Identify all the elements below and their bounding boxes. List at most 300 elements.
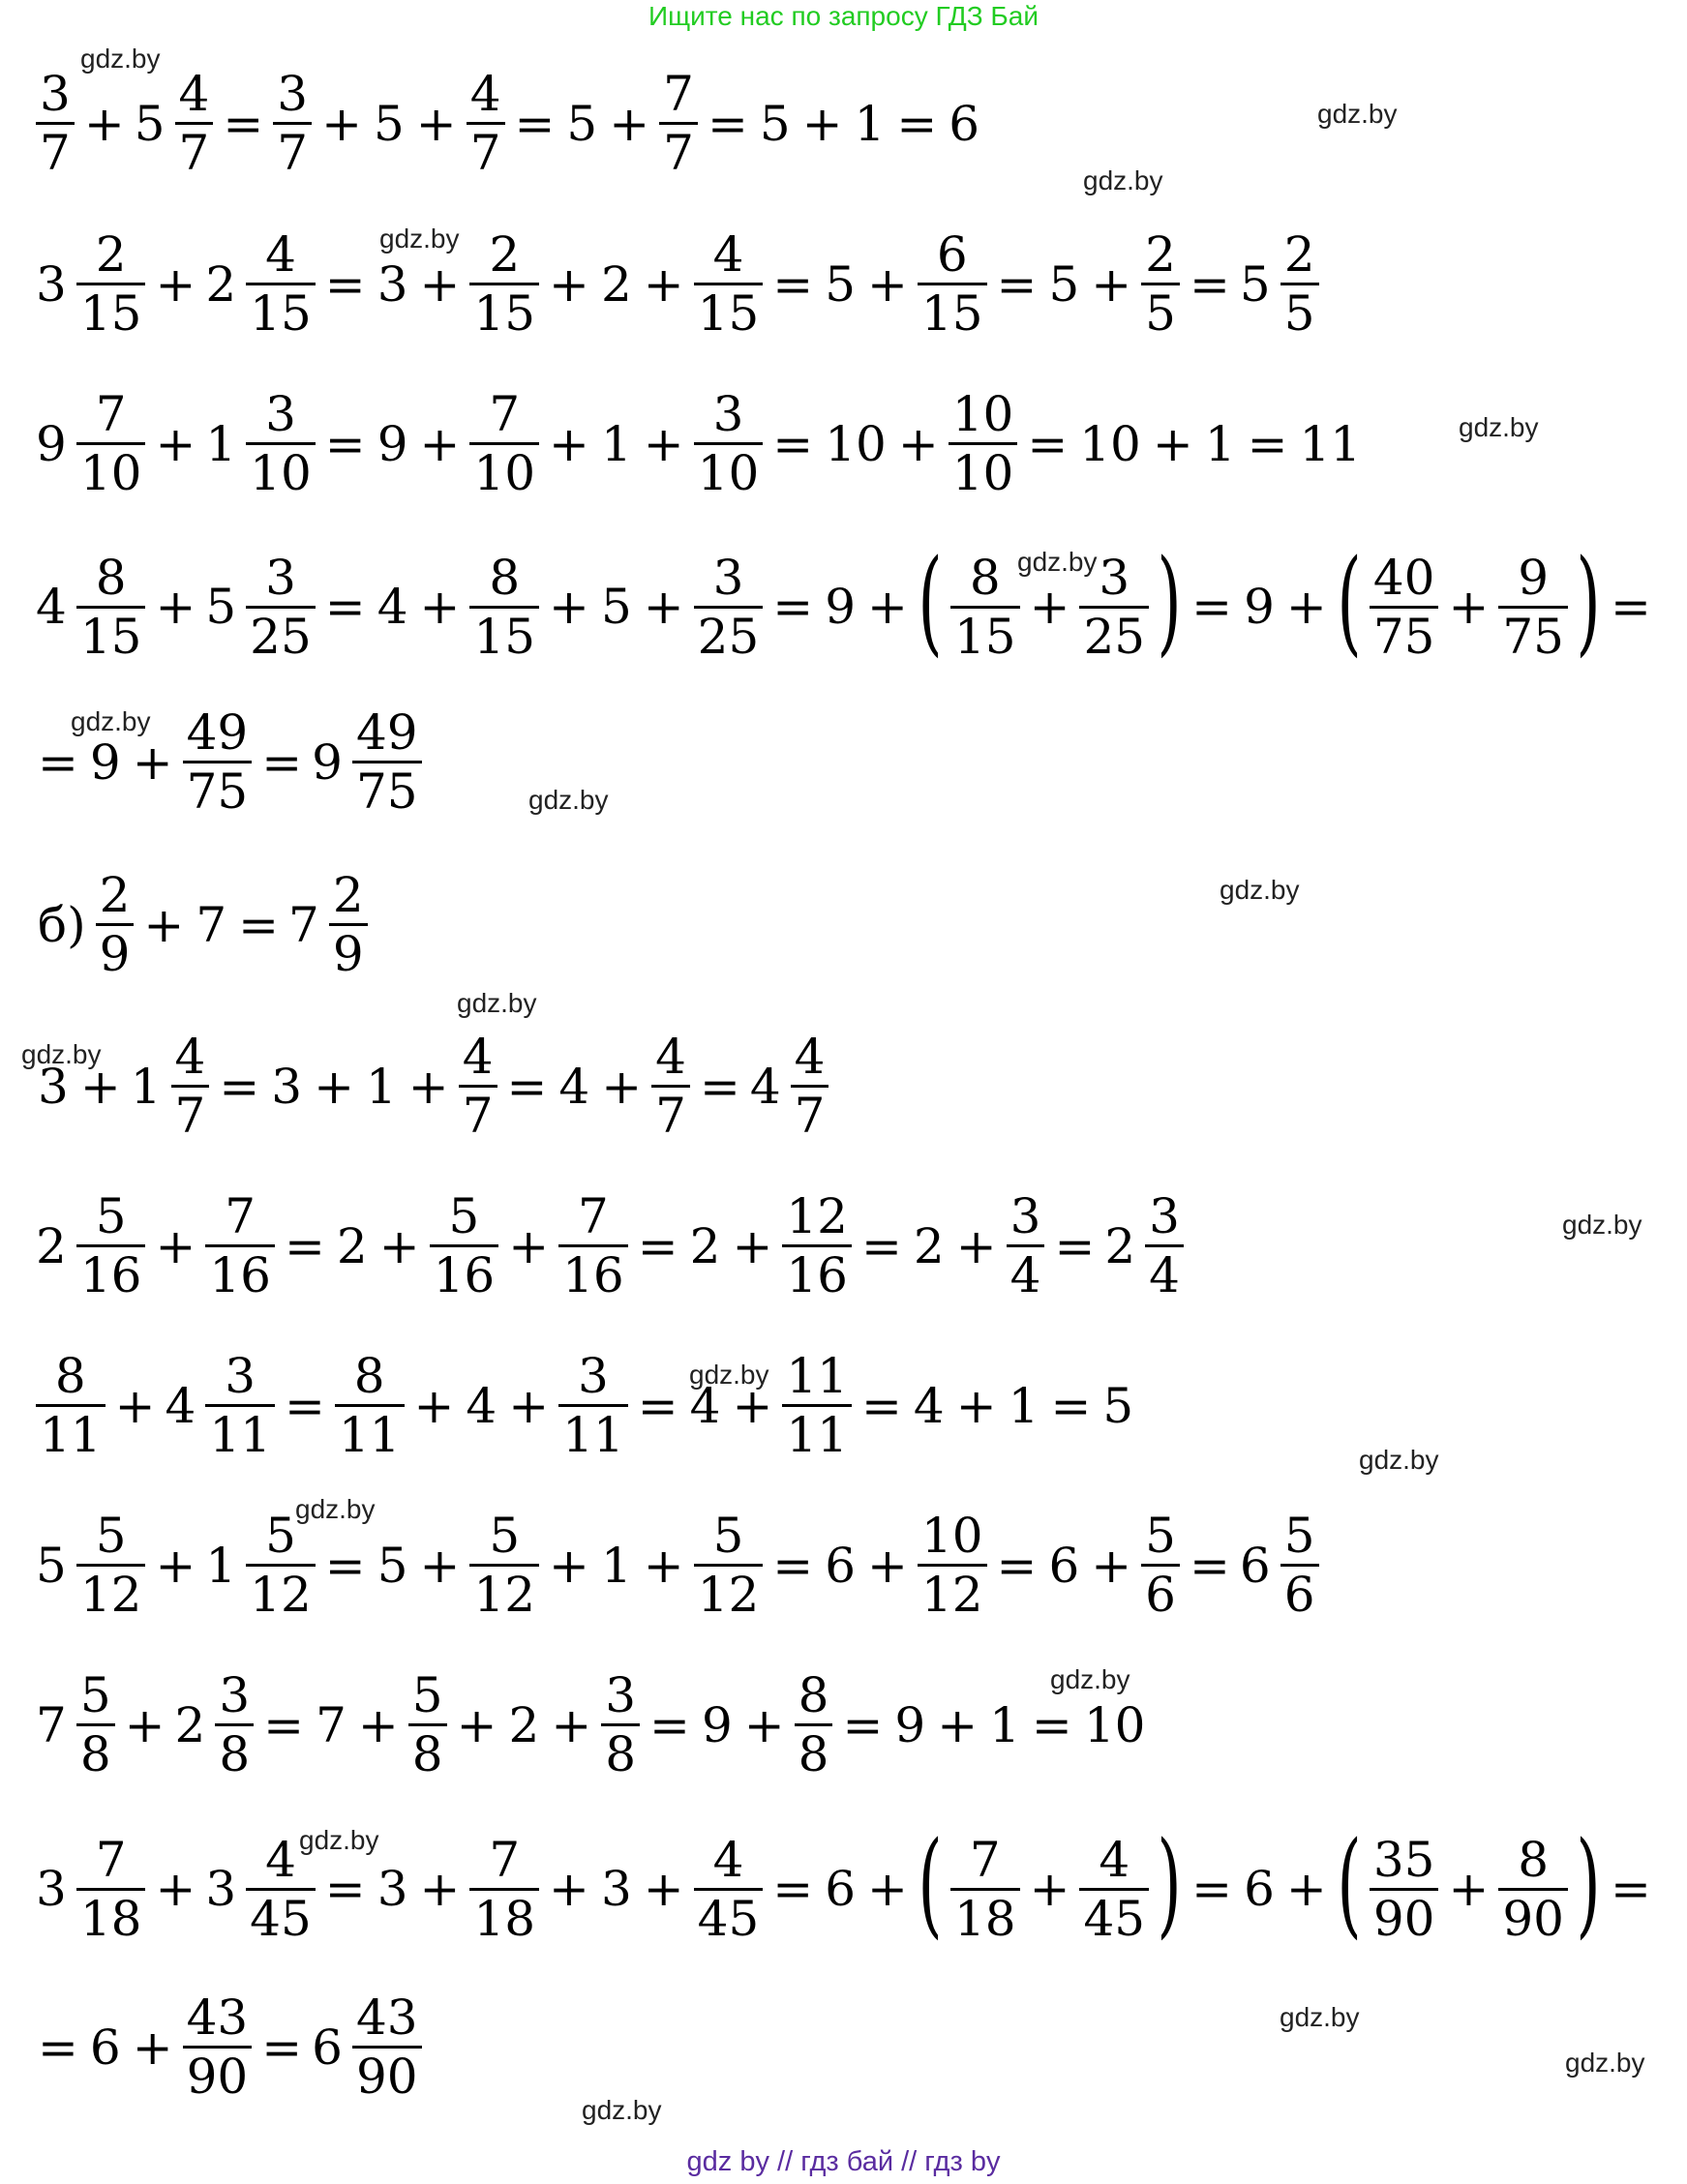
math-token: 4 [913,1377,945,1434]
math-token: + [155,1861,196,1917]
parenthesis: ( [918,1816,943,1950]
fraction [558,1348,628,1463]
fraction [408,1667,447,1782]
math-token: 10 [1083,1696,1146,1753]
fraction [558,1188,628,1303]
mixed-number-whole: 7 [36,1696,67,1753]
mixed-number-whole: 5 [1239,255,1271,313]
fraction-numerator: 4 [469,66,501,122]
equation-line [32,1667,1151,1782]
math-token: = [1031,1696,1072,1753]
fraction-denominator: 8 [795,1723,833,1779]
parenthesis: ) [1157,1816,1182,1950]
fraction-numerator: 8 [54,1348,86,1404]
fraction [76,1831,146,1947]
math-token: = [861,1377,902,1434]
mixed-number-whole: 2 [205,255,237,313]
fraction [467,66,505,181]
math-token: 4 [377,579,408,635]
fraction-numerator: 8 [95,549,127,606]
math-token: = [996,1537,1038,1594]
fraction-denominator: 11 [36,1404,105,1459]
watermark: gdz.by [1220,875,1300,905]
math-token: + [551,1696,592,1753]
fraction-numerator: 6 [936,226,968,283]
fraction [352,704,422,820]
fraction-numerator: 35 [1372,1831,1435,1888]
math-token: = [1054,1217,1096,1274]
fraction [1498,1831,1568,1947]
math-token: 5 [1102,1377,1134,1434]
math-token: 9 [894,1696,926,1753]
math-token: 4 [558,1058,590,1115]
math-token: + [1091,255,1132,313]
mixed-number-whole: 7 [288,896,319,953]
math-token: 1 [365,1058,397,1115]
fraction [246,549,316,665]
parenthesis: ( [1337,1816,1362,1950]
math-token: = [637,1377,678,1434]
math-token: = [263,1696,305,1753]
math-token: 9 [1244,579,1275,635]
watermark: gdz.by [457,988,537,1018]
math-token: 6 [89,2019,121,2076]
watermark: gdz.by [379,224,460,254]
math-token: 5 [1048,255,1080,313]
fraction-numerator: 2 [1145,226,1176,283]
equation-line [32,1348,1139,1463]
fraction-denominator: 25 [246,606,316,661]
fraction-numerator: 5 [95,1188,127,1244]
fraction [694,549,764,665]
watermark: gdz.by [1017,547,1098,577]
fraction-numerator: 4 [794,1029,826,1085]
math-token: + [407,1058,449,1115]
math-token: + [132,733,173,791]
math-token: 4 [466,1377,497,1434]
math-token: + [321,95,362,152]
math-token: = [1189,255,1230,313]
fraction-denominator: 5 [1280,283,1319,338]
fraction [175,66,214,181]
fraction [430,1188,499,1303]
fraction [171,1029,210,1144]
watermark: gdz.by [582,2095,662,2125]
math-token: = [261,2019,303,2076]
math-token: 5 [373,95,405,152]
fraction [1280,1508,1319,1623]
math-token: + [732,1377,773,1434]
fraction-denominator: 16 [76,1244,146,1300]
math-token: + [801,95,843,152]
math-token: = [861,1217,902,1274]
math-token: + [83,95,125,152]
math-token: + [155,415,196,472]
fraction-numerator: 4 [655,1029,686,1085]
math-token: = [324,1861,366,1917]
equation-line [32,1816,1657,1950]
equation-line [32,1188,1188,1303]
fraction-numerator: 5 [1145,1508,1176,1564]
fraction-numerator: 7 [489,386,521,442]
fraction [1079,1831,1149,1947]
fraction-denominator: 15 [76,283,146,338]
math-token: + [549,415,589,472]
equation-line [32,1029,832,1144]
fraction-numerator: 4 [1099,1831,1130,1888]
math-token: + [79,1058,121,1115]
math-token: + [643,579,684,635]
math-token: = [219,1058,260,1115]
equation-line [32,534,1657,668]
math-token: 3 [600,1861,632,1917]
watermark: gdz.by [1083,165,1163,195]
fraction-denominator: 15 [694,283,764,338]
math-token: + [124,1696,166,1753]
math-token: + [1448,1861,1490,1917]
math-token: 1 [600,415,632,472]
fraction-numerator: 3 [712,549,744,606]
fraction [76,1188,146,1303]
fraction [469,1508,539,1623]
math-token: = [707,95,748,152]
math-token: + [415,95,457,152]
math-token: = [1191,1861,1233,1917]
fraction-numerator: 2 [489,226,521,283]
math-token: 1 [854,95,886,152]
watermark: gdz.by [71,706,151,736]
fraction-numerator: 3 [712,386,744,442]
fraction [1145,1188,1184,1303]
fraction-denominator: 45 [246,1888,316,1943]
fraction [782,1188,852,1303]
fraction-denominator: 5 [1141,283,1180,338]
math-token: + [937,1696,979,1753]
watermark: gdz.by [1280,2002,1360,2032]
watermark: gdz.by [1050,1664,1130,1694]
fraction [335,1348,405,1463]
fraction-denominator: 8 [408,1723,447,1779]
fraction [694,386,764,501]
math-token: = [324,579,366,635]
fraction-denominator: 12 [694,1564,764,1619]
fraction-denominator: 12 [76,1564,146,1619]
fraction-denominator: 16 [782,1244,852,1300]
fraction-denominator: 10 [76,442,146,497]
math-token: + [643,1537,684,1594]
fraction-numerator: 8 [353,1348,385,1404]
math-token: = [1189,1537,1230,1594]
fraction-numerator: 3 [225,1348,256,1404]
math-token: 4 [689,1377,721,1434]
math-token: + [419,1861,461,1917]
fraction [1498,549,1568,665]
fraction [246,1508,316,1623]
fraction-denominator: 90 [1498,1888,1568,1943]
math-token: + [114,1377,156,1434]
fraction [76,1667,115,1782]
math-token: + [1448,579,1490,635]
math-token: + [155,579,196,635]
fraction [96,867,135,982]
math-token: 9 [89,733,121,791]
fraction-denominator: 4 [1145,1244,1184,1300]
watermark: gdz.by [80,44,161,74]
math-token: = [637,1217,678,1274]
math-token: 7 [196,896,227,953]
math-token: + [1029,1861,1070,1917]
math-token: 5 [566,95,598,152]
fraction [469,386,539,501]
fraction [950,549,1020,665]
fraction-denominator: 75 [1370,606,1439,661]
fraction-denominator: 11 [205,1404,275,1459]
fraction-denominator: 10 [949,442,1018,497]
watermark: gdz.by [1565,2048,1645,2078]
parenthesis: ( [918,534,943,668]
fraction-denominator: 90 [1370,1888,1439,1943]
mixed-number-whole: 1 [205,1537,237,1594]
fraction [601,1667,640,1782]
math-token: + [549,1537,589,1594]
math-token: = [699,1058,740,1115]
fraction [329,867,368,982]
math-token: + [143,896,185,953]
fraction-numerator: 2 [99,867,131,923]
fraction-denominator: 15 [469,606,539,661]
fraction [246,226,316,342]
fraction-denominator: 6 [1141,1564,1180,1619]
mixed-number-whole: 3 [36,255,67,313]
math-token: + [155,1537,196,1594]
math-token: + [155,255,196,313]
watermark: gdz.by [689,1360,769,1390]
fraction-denominator: 12 [469,1564,539,1619]
math-token: = [1611,579,1651,635]
fraction-numerator: 3 [1009,1188,1041,1244]
math-token: 3 [271,1058,303,1115]
fraction [469,549,539,665]
mixed-number-whole: 3 [36,1861,67,1917]
fraction-denominator: 15 [950,606,1020,661]
fraction-numerator: 3 [40,66,71,122]
equation-line [32,1990,426,2105]
math-token: б) [38,896,86,953]
fraction-numerator: 9 [1518,549,1550,606]
mixed-number-whole: 2 [174,1696,206,1753]
fraction-denominator: 8 [215,1723,254,1779]
fraction-numerator: 5 [95,1508,127,1564]
math-token: + [155,1217,196,1274]
math-token: 3 [377,1861,408,1917]
fraction-numerator: 7 [663,66,694,122]
mixed-number-whole: 2 [36,1217,67,1274]
mixed-number-whole: 4 [36,579,67,635]
math-token: 11 [1299,415,1362,472]
math-token: = [514,95,556,152]
math-token: = [1050,1377,1092,1434]
mixed-number-whole: 9 [312,733,343,791]
fraction-numerator: 3 [277,66,309,122]
math-token: 6 [1048,1537,1080,1594]
fraction-denominator: 25 [1079,606,1149,661]
fraction [1141,226,1180,342]
math-token: 7 [316,1696,346,1753]
fraction [352,1990,422,2105]
fraction-numerator: 7 [969,1831,1001,1888]
fraction-numerator: 8 [489,549,521,606]
math-token: = [238,896,280,953]
fraction [76,1508,146,1623]
math-token: + [1285,579,1327,635]
math-token: + [357,1696,399,1753]
fraction-denominator: 7 [175,122,214,177]
fraction-denominator: 7 [36,122,75,177]
math-token: + [132,2019,173,2076]
mixed-number-whole: 1 [205,415,237,472]
fraction [950,1831,1020,1947]
math-token: + [867,255,908,313]
fraction-numerator: 7 [489,1831,521,1888]
fraction [918,226,987,342]
watermark: gdz.by [1562,1210,1642,1240]
equation-line [32,66,985,181]
fraction [1370,1831,1439,1947]
math-token: = [324,415,366,472]
fraction-denominator: 25 [694,606,764,661]
fraction-denominator: 45 [694,1888,764,1943]
fraction [1007,1188,1045,1303]
math-token: 6 [1244,1861,1275,1917]
fraction-numerator: 43 [186,1990,249,2046]
math-token: 6 [825,1537,856,1594]
math-token: + [549,1861,589,1917]
math-token: + [955,1377,997,1434]
math-token: 1 [1204,415,1236,472]
fraction-denominator: 15 [918,283,987,338]
fraction-numerator: 2 [95,226,127,283]
math-token: 2 [689,1217,721,1274]
fraction-denominator: 90 [183,2046,253,2101]
fraction-numerator: 10 [920,1508,983,1564]
math-token: = [1247,415,1288,472]
math-token: + [897,415,939,472]
math-token: + [456,1696,497,1753]
fraction-denominator: 11 [782,1404,852,1459]
mixed-number-whole: 1 [130,1058,162,1115]
fraction-denominator: 7 [459,1085,497,1140]
fraction-denominator: 7 [467,122,505,177]
math-token: + [643,255,684,313]
math-token: 2 [336,1217,368,1274]
math-token: + [314,1058,354,1115]
fraction-denominator: 75 [352,761,422,816]
fraction-numerator: 3 [1099,549,1130,606]
math-token: 9 [825,579,856,635]
math-token: 3 [38,1058,69,1115]
math-token: = [324,255,366,313]
fraction-numerator: 5 [411,1667,443,1723]
math-token: + [1152,415,1193,472]
fraction [76,386,146,501]
fraction-denominator: 75 [1498,606,1568,661]
fraction-denominator: 11 [335,1404,405,1459]
fraction-numerator: 12 [786,1188,848,1244]
fraction-numerator: 3 [1149,1188,1180,1244]
math-token: = [261,733,303,791]
watermark: gdz.by [299,1825,379,1855]
math-token: 6 [825,1861,856,1917]
math-token: = [1611,1861,1651,1917]
fraction [76,226,146,342]
search-hint-banner: Ищите нас по запросу ГДЗ Бай [648,1,1039,31]
math-token: + [549,255,589,313]
math-token: = [284,1217,325,1274]
math-token: 1 [1008,1377,1039,1434]
fraction [459,1029,497,1144]
fraction-denominator: 8 [76,1723,115,1779]
parenthesis: ) [1576,1816,1601,1950]
fraction-numerator: 43 [355,1990,418,2046]
math-token: 2 [600,255,632,313]
math-token: + [1285,1861,1327,1917]
math-token: = [38,2019,78,2076]
fraction-denominator: 8 [601,1723,640,1779]
fraction-numerator: 4 [712,226,744,283]
parenthesis: ( [1337,534,1362,668]
math-token: = [996,255,1038,313]
fraction-denominator: 7 [791,1085,829,1140]
watermark: gdz.by [528,785,609,815]
fraction [791,1029,829,1144]
math-token: = [772,255,814,313]
math-token: = [284,1377,325,1434]
mixed-number-whole: 6 [312,2019,343,2076]
fraction-numerator: 2 [1283,226,1315,283]
math-token: 3 [377,255,408,313]
fraction-denominator: 7 [659,122,698,177]
fraction [1141,1508,1180,1623]
math-token: + [1091,1537,1132,1594]
fraction [651,1029,690,1144]
math-token: = [772,579,814,635]
fraction-numerator: 5 [712,1508,744,1564]
fraction-numerator: 8 [798,1667,829,1723]
fraction-numerator: 40 [1372,549,1435,606]
fraction [205,1188,275,1303]
math-token: + [743,1696,785,1753]
equation-line [32,386,1367,501]
math-token: + [508,1377,550,1434]
fraction-numerator: 3 [219,1667,251,1723]
fraction-numerator: 7 [95,386,127,442]
fraction [273,66,312,181]
fraction [694,1508,764,1623]
fraction-numerator: 4 [265,1831,296,1888]
fraction-numerator: 4 [712,1831,744,1888]
fraction [183,704,253,820]
math-token: = [223,95,264,152]
fraction-denominator: 18 [469,1888,539,1943]
fraction-denominator: 9 [96,923,135,978]
equation-line [32,226,1323,342]
fraction [795,1667,833,1782]
mixed-number-whole: 5 [36,1537,67,1594]
footer-banner: gdz by // гдз бай // гдз by [686,2146,1001,2177]
math-token: + [867,1861,908,1917]
fraction [205,1348,275,1463]
math-token: + [601,1058,643,1115]
